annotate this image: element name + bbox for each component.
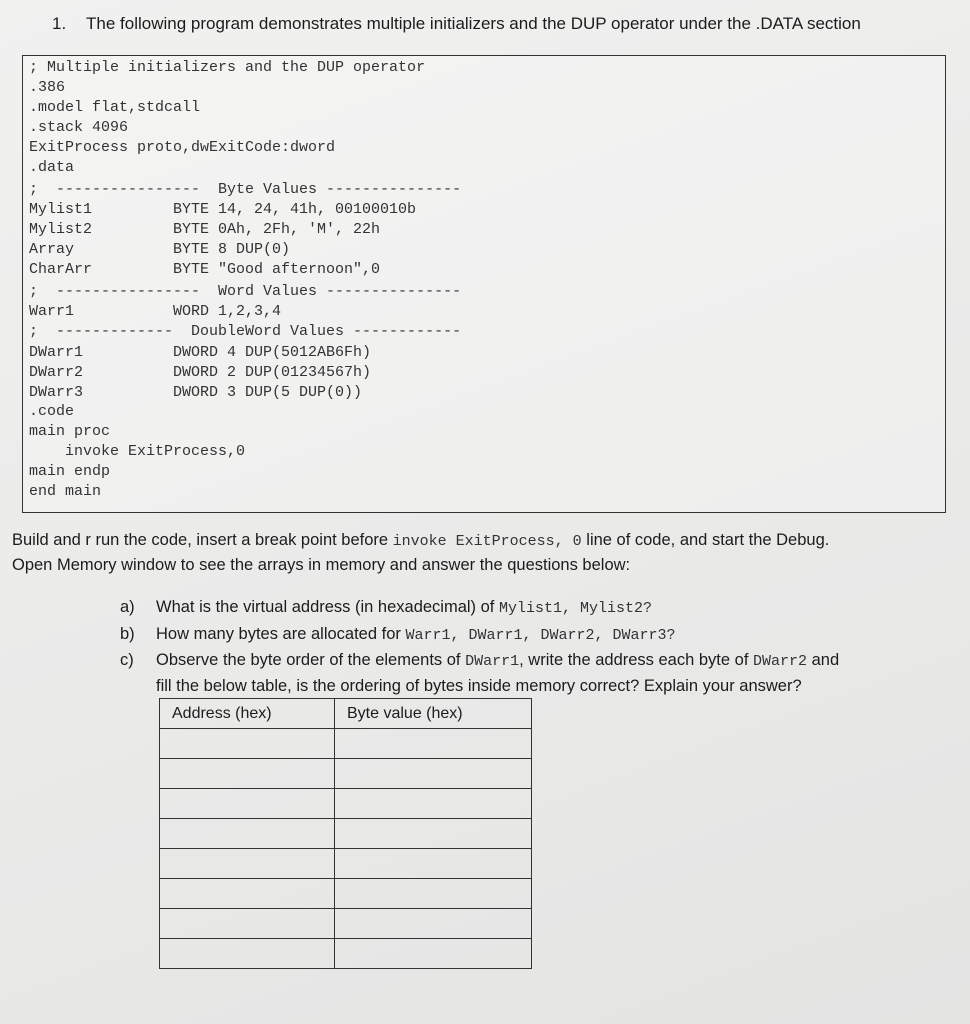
column-header-byte-value: Byte value (hex): [335, 699, 532, 729]
var-definition: DWORD 4 DUP(5012AB6Fh): [173, 344, 372, 361]
code-listing: [22, 55, 946, 513]
dword-values-separator: ; ------------- DoubleWord Values ------------: [29, 323, 462, 340]
var-definition: BYTE "Good afternoon",0: [173, 261, 381, 278]
code-line: end main: [29, 483, 102, 500]
question-b: [120, 621, 676, 649]
question-title-text: The following program demonstrates multiple initializers and the DUP operator under the .DATA section: [86, 14, 861, 33]
address-cell: [160, 939, 335, 969]
table-header-row: [160, 699, 532, 729]
byte-value-cell: [335, 819, 532, 849]
byte-value-cell: [335, 879, 532, 909]
address-cell: [160, 819, 335, 849]
address-cell: [160, 909, 335, 939]
question-number: 1.: [52, 14, 67, 33]
question-text: Observe the byte order of the elements of: [156, 651, 466, 669]
var-definition: BYTE 8 DUP(0): [173, 241, 291, 258]
byte-value-cell: [335, 909, 532, 939]
var-name: DWarr1: [29, 344, 84, 361]
byte-values-separator: ; ---------------- Byte Values ---------------: [29, 181, 462, 198]
question-text: and: [807, 651, 840, 669]
table-row: [160, 789, 532, 819]
instructions-line-2: Open Memory window to see the arrays in memory and answer the questions below:: [12, 556, 631, 574]
var-definition: WORD 1,2,3,4: [173, 303, 282, 320]
question-letter: a): [120, 598, 135, 616]
question-letter: b): [120, 625, 135, 643]
code-line: .stack 4096: [29, 119, 129, 136]
var-definition: DWORD 2 DUP(01234567h): [173, 364, 372, 381]
question-code: Warr1, DWarr1, DWarr2, DWarr3?: [405, 627, 676, 644]
var-name: Mylist2: [29, 221, 93, 238]
var-name: CharArr: [29, 261, 93, 278]
address-cell: [160, 789, 335, 819]
instructions-text: line of code, and start the Debug.: [581, 531, 830, 549]
address-cell: [160, 849, 335, 879]
instruction-code: invoke ExitProcess, 0: [392, 533, 582, 550]
byte-value-cell: [335, 789, 532, 819]
column-header-address: Address (hex): [160, 699, 335, 729]
byte-value-cell: [335, 849, 532, 879]
question-text: How many bytes are allocated for: [156, 625, 406, 643]
var-name: Mylist1: [29, 201, 93, 218]
var-definition: DWORD 3 DUP(5 DUP(0)): [173, 384, 363, 401]
question-c: [120, 647, 839, 675]
var-name: Warr1: [29, 303, 75, 320]
table-row: [160, 819, 532, 849]
question-c-continuation: fill the below table, is the ordering of bytes inside memory correct? Explain your answer?: [156, 677, 802, 695]
code-line: .model flat,stdcall: [29, 99, 201, 116]
question-letter: c): [120, 651, 134, 669]
question-text: What is the virtual address (in hexadecimal) of: [156, 598, 499, 616]
table-row: [160, 939, 532, 969]
table-row: [160, 909, 532, 939]
question-text: , write the address each byte of: [519, 651, 753, 669]
code-line: .code: [29, 403, 75, 420]
address-cell: [160, 759, 335, 789]
table-row: [160, 849, 532, 879]
byte-value-cell: [335, 729, 532, 759]
question-code: Mylist1, Mylist2?: [498, 600, 653, 617]
table-row: [160, 879, 532, 909]
table-row: [160, 759, 532, 789]
var-name: Array: [29, 241, 75, 258]
memory-table: [159, 698, 532, 969]
code-line: ; Multiple initializers and the DUP operator: [29, 59, 426, 76]
instructions-line-1: [12, 528, 957, 554]
code-line: main endp: [29, 463, 111, 480]
instructions-text: Build and r run the code, insert a break point before: [12, 531, 393, 549]
code-line: invoke ExitProcess,0: [29, 443, 246, 460]
var-name: DWarr3: [29, 384, 84, 401]
table-row: [160, 729, 532, 759]
address-cell: [160, 729, 335, 759]
var-name: DWarr2: [29, 364, 84, 381]
byte-value-cell: [335, 939, 532, 969]
question-title: [52, 14, 861, 34]
code-line: main proc: [29, 423, 111, 440]
code-line: .386: [29, 79, 66, 96]
var-definition: BYTE 0Ah, 2Fh, 'M', 22h: [173, 221, 381, 238]
address-cell: [160, 879, 335, 909]
word-values-separator: ; ---------------- Word Values ---------------: [29, 283, 462, 300]
var-definition: BYTE 14, 24, 41h, 00100010b: [173, 201, 417, 218]
question-a: [120, 594, 652, 622]
question-code: DWarr2: [753, 653, 808, 670]
code-line: .data: [29, 159, 75, 176]
question-code: DWarr1: [465, 653, 520, 670]
code-line: ExitProcess proto,dwExitCode:dword: [29, 139, 336, 156]
byte-value-cell: [335, 759, 532, 789]
